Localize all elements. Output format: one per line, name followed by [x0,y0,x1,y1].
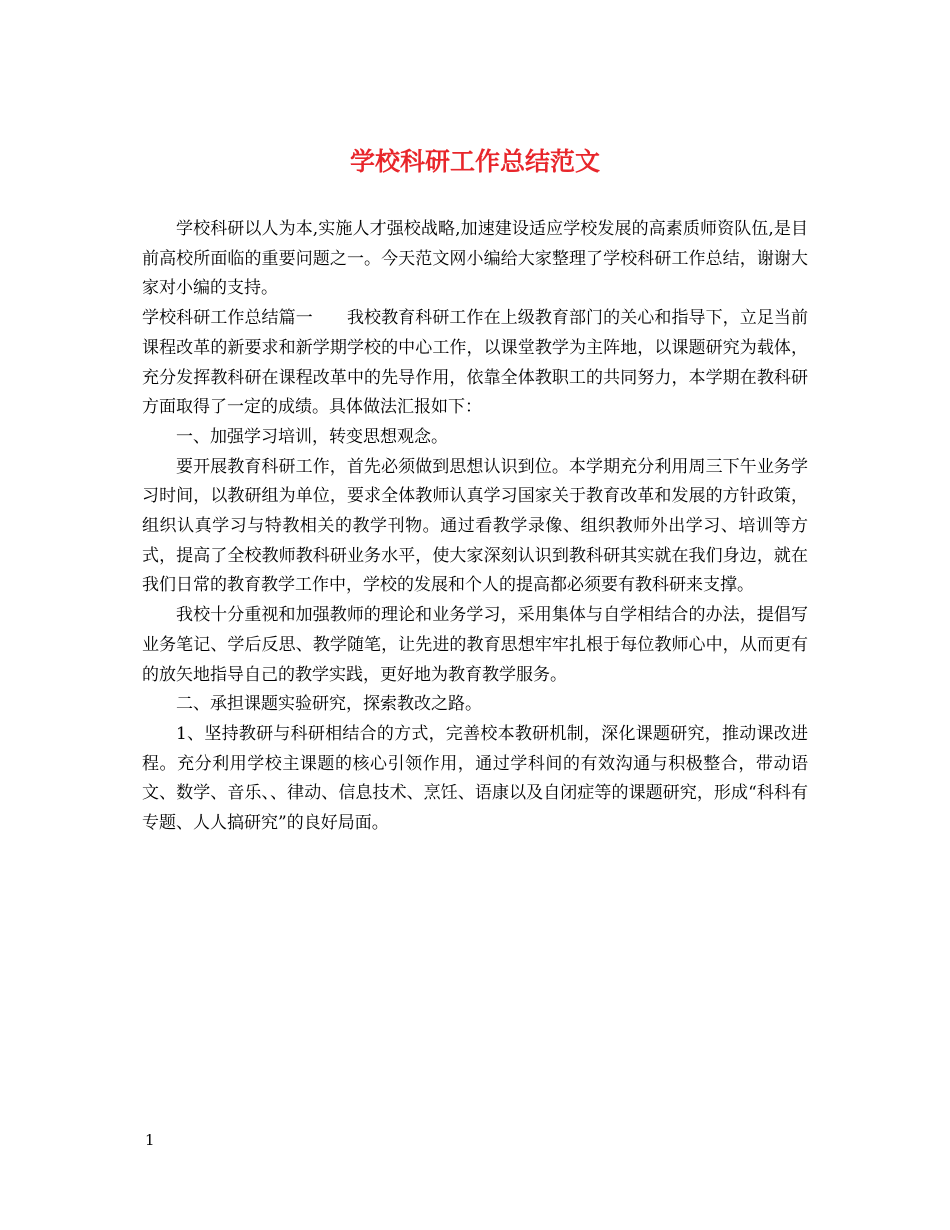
paragraph-theory-study: 我校十分重视和加强教师的理论和业务学习，采用集体与自学相结合的办法，提倡写业务笔记、学后反思、教学随笔，让先进的教育思想牢牢扎根于每位教师心中，从而更有的放矢地指导自己的教学实践，更好地为教育教学服务。 [142,605,808,685]
paragraph-study-training: 要开展教育科研工作，首先必须做到思想认识到位。本学期充分利用周三下午业务学习时间，以教研组为单位，要求全体教师认真学习国家关于教育改革和发展的方针政策，组织认真学习与特教相关的教学刊物。通过看教学录像、组织教师外出学习、培训等方式，提高了全校教师教科研业务水平，使大家深刻认识到教科研其实就在我们身边，就在我们日常的教育教学工作中，学校的发展和个人的提高都必须要有教科研来支撑。 [142,456,808,596]
section-heading-two: 二、承担课题实验研究，探索教改之路。 [176,694,482,715]
paragraph-research-integration: 1、坚持教研与科研相结合的方式，完善校本教研机制，深化课题研究，推动课改进程。充分利用学校主课题的核心引领作用，通过学科间的有效沟通与积极整合，带动语文、数学、音乐、、律动、信息技术、烹饪、语康以及自闭症等的课题研究，形成“科科有专题、人人搞研究”的良好局面。 [142,723,808,834]
paragraph-intro: 学校科研以人为本,实施人才强校战略,加速建设适应学校发展的高素质师资队伍,是目前高校所面临的重要问题之一。今天范文网小编给大家整理了学校科研工作总结，谢谢大家对小编的支持。 [142,219,808,299]
document-title: 学校科研工作总结范文 [349,147,600,176]
page-number: 1 [145,1131,155,1149]
paragraph-summary-part-one: 学校科研工作总结篇一 我校教育科研工作在上级教育部门的关心和指导下，立足当前课程改革的新要求和新学期学校的中心工作，以课堂教学为主阵地，以课题研究为载体，充分发挥教科研在课程改革中的先导作用，依靠全体教职工的共同努力，本学期在教科研方面取得了一定的成绩。具体做法汇报如下： [142,308,808,418]
section-heading-one: 一、加强学习培训，转变思想观念。 [176,426,448,447]
document-body [142,215,808,839]
